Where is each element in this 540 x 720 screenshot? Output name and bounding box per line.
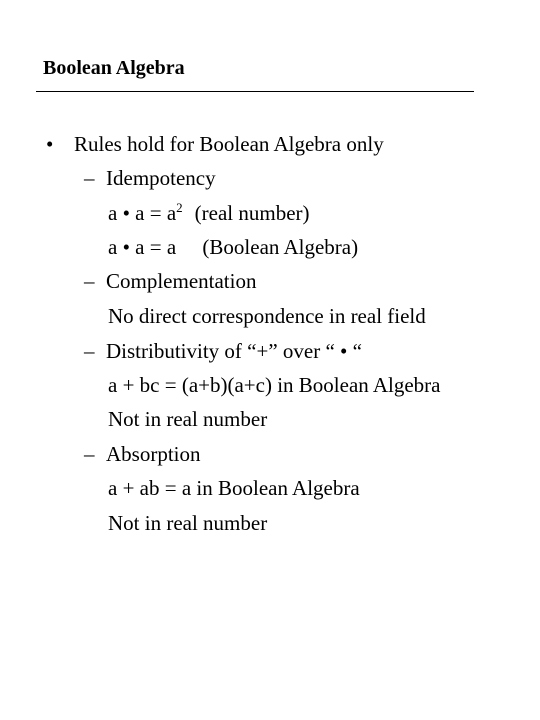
- bullet-text: Rules hold for Boolean Algebra only: [74, 132, 384, 156]
- dash-marker: –: [84, 339, 95, 363]
- idempotency-line-boolean: a • a = a (Boolean Algebra): [108, 235, 359, 259]
- bullet-marker: •: [46, 132, 54, 156]
- formula-real: a • a = a: [108, 201, 177, 225]
- absorption-line-2: Not in real number: [108, 511, 268, 535]
- subitem-heading-absorption: Absorption: [106, 442, 201, 466]
- distributivity-line-1: a + bc = (a+b)(a+c) in Boolean Algebra: [108, 373, 441, 397]
- idempotency-line-real: [108, 200, 310, 226]
- subitem-heading-idempotency: Idempotency: [106, 166, 216, 190]
- dash-marker: –: [84, 269, 95, 293]
- distributivity-line-2: Not in real number: [108, 407, 268, 431]
- dash-marker: –: [84, 166, 95, 190]
- title-divider: [36, 91, 474, 92]
- formula-real-note: (real number): [194, 201, 310, 225]
- page-title: Boolean Algebra: [43, 57, 185, 79]
- absorption-line-1: a + ab = a in Boolean Algebra: [108, 476, 360, 500]
- formula-exponent: 2: [176, 200, 183, 215]
- complementation-line: No direct correspondence in real field: [108, 304, 426, 328]
- subitem-heading-distributivity: Distributivity of “+” over “ • “: [106, 339, 362, 363]
- dash-marker: –: [84, 442, 95, 466]
- subitem-heading-complementation: Complementation: [106, 269, 257, 293]
